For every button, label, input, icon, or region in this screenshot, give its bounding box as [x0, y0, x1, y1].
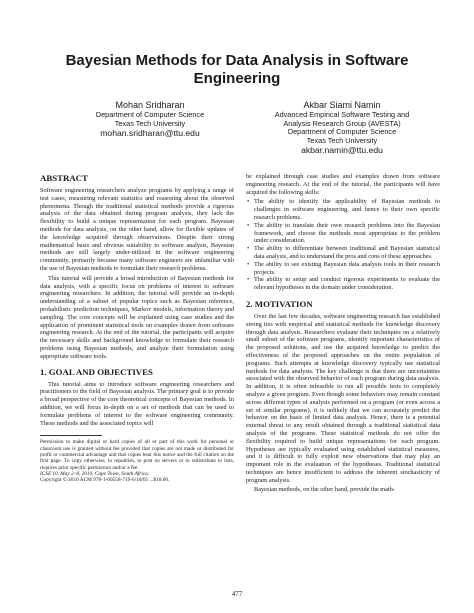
- goal-heading: 1. GOAL AND OBJECTIVES: [40, 366, 153, 377]
- bullet-icon: •: [247, 198, 250, 206]
- abstract-heading: ABSTRACT: [40, 173, 88, 183]
- author-affiliation: Department of Computer Science: [95, 110, 205, 119]
- bullet-icon: •: [247, 221, 250, 229]
- author-affiliation: Department of Computer Science: [287, 127, 397, 137]
- author-email: akbar.namin@ttu.edu: [301, 145, 383, 156]
- author-affiliation: Analysis Research Group (AVESTA): [283, 118, 401, 128]
- list-item: • The ability to setup and conduct rigorous experiments to evaluate the relevant hypotheses in the domain under consideration.: [247, 276, 440, 292]
- goal-paragraph-1: This tutorial aims to introduce software engineering researchers and practitioners to the field of Bayesian analysis. The primary goal is to provide a broad perspective of the core theoretical concepts of Bayesian methods. In addition, we will focus in-depth on a set of methods that can be used to formulate problems of interest to the software engineering community. These methods and the associated topics will: [40, 380, 234, 427]
- list-item: • The ability to differentiate between traditional and Bayesian statistical data analysis, and to understand the pros and cons of these approaches.: [247, 245, 440, 260]
- bullet-icon: •: [247, 245, 250, 253]
- motivation-paragraph-1: Over the last few decades, software engineering research has established strong ties with empirical and statistical methods for knowledge discovery through data analysis. Researchers evaluate their techniques on a relatively small subset of the software programs, identify important characteristics of the proposed solutions, and use the acquired knowledge to predict the effectiveness of the proposed approaches on the entire population of programs. Such attempts at knowledge discovery typically use statistical methods for data analysis. The key challenge is that there are uncertainties associated with the observed behavior of each program during data analysis. In addition, it is often infeasible to run all possible tests to completely analyze a given program. Even though some behaviors may remain constant across different types of analysis performed on a program (or even across a set of similar programs), it is unlikely that we can accurately predict the behavior on the basis of limited data analysis. Hence, there is a potential external threat to any result obtained through a traditional statistical data analysis of the programs. These statistical methods do not offer the flexibility required to build unique representations for each program. Hypotheses are typically evaluated using established statistical measures, and it is difficult to fully exploit new observations that may play an important role in the evaluation of the hypotheses. Traditional statistical techniques are hence insufficient to address the inherent stochasticity of program analysis.: [246, 312, 440, 484]
- motivation-heading: 2. MOTIVATION: [246, 298, 313, 309]
- abstract-paragraph-2: This tutorial will provide a broad introduction of Bayesian methods for data analysis, with a specific focus on problems of interest to software engineering researchers. In addition, the tutorial will provide an in-depth understanding of a subset of popular topics such as Bayesian inference, probabilistic prediction techniques, Markov models, information theory and sampling. The core concepts will be explained using case studies and the application of prominent statistical tools on examples drawn from software engineering research. At the end of the tutorial, the participants will acquire the necessary skills and background knowledge to formulate their research problems using Bayesian methods, and analyze their formulation using appropriate software tools.: [40, 274, 234, 360]
- skills-list: [246, 198, 440, 292]
- bullet-icon: •: [247, 260, 250, 268]
- author-2: [247, 100, 437, 155]
- left-column: [40, 173, 234, 483]
- goal-continued-paragraph: be explained through case studies and examples drawn from software engineering research. At the end of the tutorial, the participants will have acquired the following skills:: [246, 173, 440, 196]
- author-affiliation: Texas Tech University: [114, 118, 186, 128]
- list-item: • The ability to identify the applicability of Bayesian methods to challenges in software engineering, and hence to their own specific research problems.: [247, 198, 440, 221]
- motivation-paragraph-2: Bayesian methods, on the other hand, provide the math-: [254, 486, 395, 494]
- author-name: Akbar Siami Namin: [303, 100, 381, 110]
- right-column: [246, 173, 440, 496]
- paper-title: [0, 52, 474, 88]
- author-email: mohan.sridharan@ttu.edu: [100, 128, 200, 139]
- title-line-1: Bayesian Methods for Data Analysis in Software: [65, 52, 409, 69]
- author-affiliation: Texas Tech University: [306, 135, 378, 145]
- footnote-divider: [40, 435, 102, 436]
- permission-notice: Permission to make digital or hard copies of all or part of this work for personal or classroom use is granted without fee provided that copies are not made or distributed for profit or commercial advantage and that copies bear this notice and the full citation on the first page. To copy otherwise, to republish, to post on servers or to redistribute to lists, requires prior specific permission and/or a fee.: [40, 439, 234, 471]
- page-number: 477: [231, 590, 243, 598]
- copyright-notice: Copyright © 2010 ACM 978-1-60558-719-6/10/05 ...$10.00.: [40, 477, 170, 484]
- author-name: Mohan Sridharan: [115, 100, 185, 110]
- abstract-paragraph-1: Software engineering researchers analyze programs by applying a range of test cases, measuring relevant statistics and reasoning about the observed phenomena. Though the traditional statistical methods provide a rigorous analysis of the data obtained during program analysis, they lack the flexibility to build a unique representation for each program. Bayesian methods for data analysis, on the other hand, allow for flexible updates of the knowledge acquired through observations. Despite their strong mathematical basis and obvious suitability to software analysis, Bayesian methods are still largely under-utilized in the software engineering community, primarily because many software engineers are unfamiliar with the use of Bayesian methods to formulate their research problems.: [40, 187, 234, 272]
- title-line-2: Engineering: [193, 70, 281, 87]
- list-item: • The ability to translate their own research problems into the Bayesian framework, and choose the methods most appropriate to the problem under consideration.: [247, 221, 440, 245]
- conference-info: ICSE'10, May 2–8, 2010, Cape Town, South Africa.: [40, 470, 150, 477]
- author-1: [70, 100, 230, 138]
- list-item: • The ability to see existing Bayesian data analysis tools in their research projects.: [247, 260, 440, 276]
- bullet-icon: •: [247, 276, 250, 284]
- author-affiliation: Advanced Empirical Software Testing and: [274, 110, 410, 119]
